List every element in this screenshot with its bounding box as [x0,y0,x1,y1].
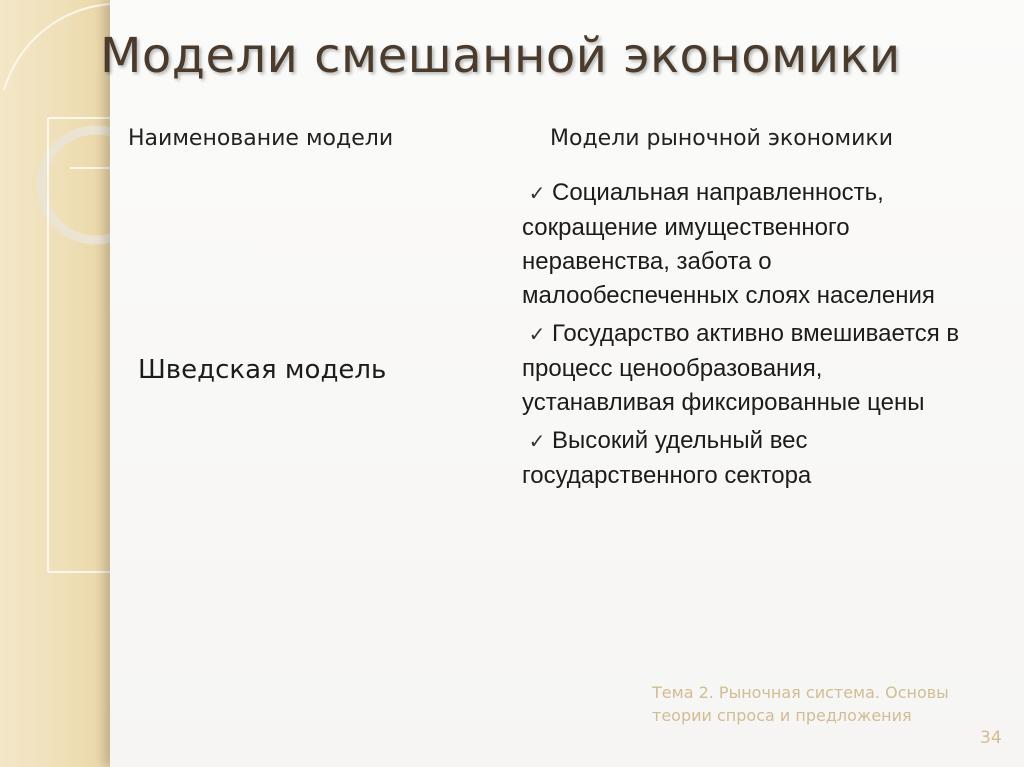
page-number: 34 [980,728,1002,748]
footer-topic: Тема 2. Рыночная система. Основы теории спроса и предложения [652,683,949,725]
bullet-text: Высокий удельный вес государственного сектора [522,427,812,489]
list-item [522,424,972,493]
bullet-list [522,176,972,497]
column-header-market-models: Модели рыночной экономики [550,126,893,151]
check-icon: ✓ [528,431,546,453]
check-icon: ✓ [528,183,546,205]
column-header-model-name: Наименование модели [128,126,394,151]
bullet-text: Социальная направленность, сокращение имущественного неравенства, забота о малообеспеченных слоях населения [522,179,935,309]
list-item [522,317,972,420]
list-item [522,176,972,313]
slide-title: Модели смешанной экономики [100,28,901,84]
bullet-text: Государство активно вмешивается в процесс ценообразования, устанавливая фиксированные цены [522,320,960,416]
model-name-cell: Шведская модель [138,355,387,385]
check-icon: ✓ [528,324,546,346]
